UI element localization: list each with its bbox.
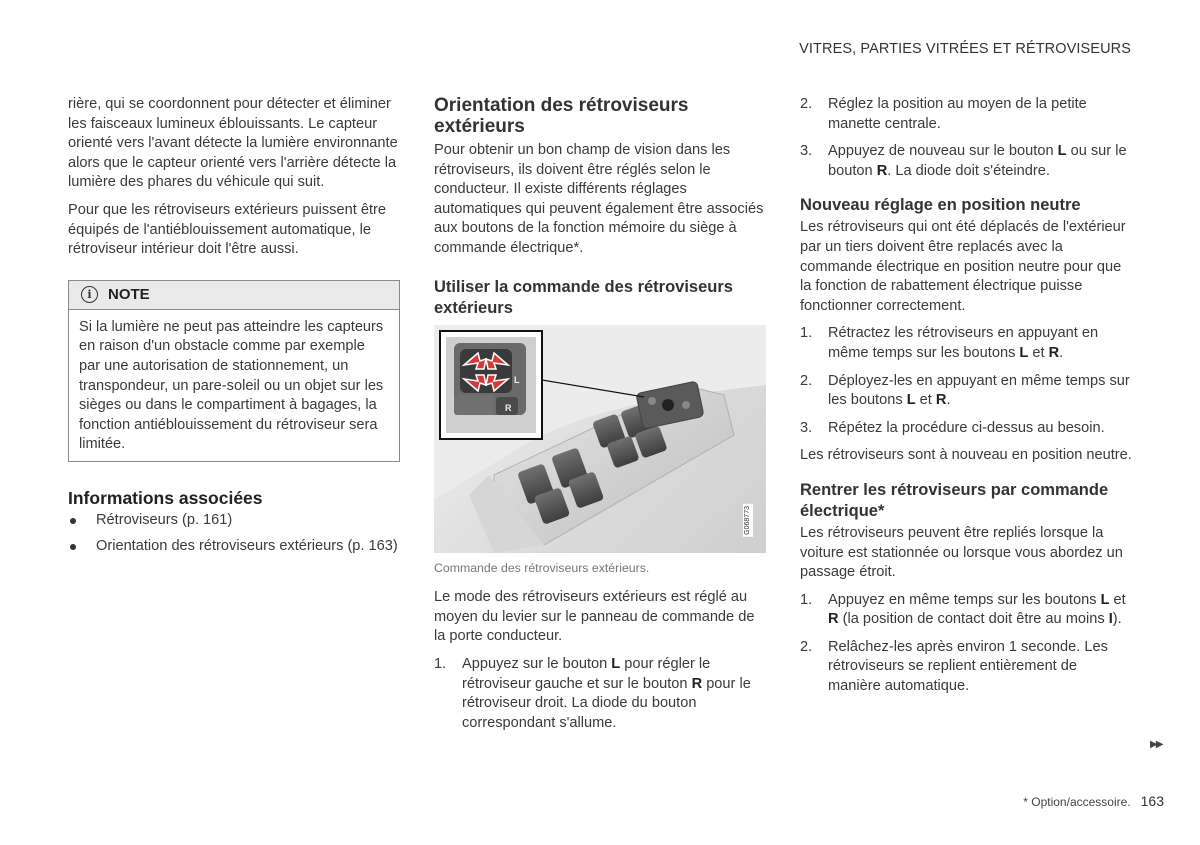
list-item: 3. Appuyez de nouveau sur le bouton L ou sur le bouton R. La diode doit s'éteindre. [800, 143, 1127, 179]
page-number: 163 [1140, 793, 1164, 809]
column-middle [434, 95, 768, 741]
fold-steps-list [800, 591, 1132, 697]
note-header [69, 281, 399, 310]
list-item: 1. Appuyez sur le bouton L pour régler le rétroviseur gauche et sur le bouton R pour le rétroviseur droit. La diode du bouton correspondant s'allume. [434, 655, 751, 731]
figure-button-l: L [514, 374, 520, 385]
related-link-mirrors[interactable]: Rétroviseurs (p. 161) [68, 511, 402, 531]
subsection-title: Nouveau réglage en position neutre [800, 196, 1081, 215]
steps-list-continued [800, 95, 1132, 181]
section-title: Orientation des rétroviseurs extérieurs [434, 95, 689, 137]
related-heading: Informations associées [68, 487, 263, 508]
list-item: 3. Répétez la procédure ci-dessus au besoin. [800, 419, 1105, 436]
figure-caption: Commande des rétroviseurs extérieurs. [434, 560, 650, 575]
running-header: VITRES, PARTIES VITRÉES ET RÉTROVISEURS [799, 41, 1131, 57]
note-title: NOTE [108, 285, 150, 303]
subsection-title: Utiliser la commande des rétroviseurs extérieurs [434, 277, 733, 317]
footnote: * Option/accessoire. [1023, 795, 1131, 809]
paragraph: Pour obtenir un bon champ de vision dans les rétroviseurs, ils doivent être réglés selon le conducteur. Il existe différents réglages automatiques qui peuvent également être associés aux boutons de la fonction mémoire du siège à commande électrique*. [434, 142, 764, 256]
paragraph: Les rétroviseurs peuvent être repliés lorsque la voiture est stationnée ou lorsque vous abordez un passage étroit. [800, 524, 1123, 581]
subsection-title: Rentrer les rétroviseurs par commande électrique* [800, 480, 1109, 520]
page-footer [1023, 792, 1164, 813]
related-list [68, 511, 402, 556]
note-body: Si la lumière ne peut pas atteindre les capteurs en raison d'un obstacle comme par exemple par une autorisation de stationnement, un transpondeur, un pare-soleil ou un objet sur les sièges ou dans le compartiment à bagages, la fonction antiéblouissement du rétroviseur sera limitée. [79, 318, 384, 453]
paragraph: Les rétroviseurs sont à nouveau en position neutre. [800, 447, 1132, 464]
column-left [68, 95, 402, 562]
related-link-mirror-orientation[interactable]: Orientation des rétroviseurs extérieurs (p. 163) [68, 537, 402, 557]
neutral-steps-list [800, 324, 1132, 438]
paragraph: Les rétroviseurs qui ont été déplacés de l'extérieur par un tiers doivent être replacés avec la commande électrique en position neutre pour que la fonction de rabattement électrique puisse fonctionner correctement. [800, 219, 1126, 314]
steps-list [434, 655, 768, 733]
column-right [800, 95, 1132, 705]
list-item: 2. Réglez la position au moyen de la petite manette centrale. [800, 96, 1087, 132]
list-item: 1. Appuyez en même temps sur les boutons L et R (la position de contact doit être au moins I). [800, 591, 1126, 628]
paragraph: rière, qui se coordonnent pour détecter et éliminer les faisceaux lumineux éblouissants. Le capteur orienté vers l'avant détecte la lumière environnante alors que le capteur orienté vers l'arrière détecte la lumière des phares du véhicule qui suit. [68, 96, 398, 191]
paragraph: Pour que les rétroviseurs extérieurs puissent être équipés de l'antiéblouissement automatique, le rétroviseur intérieur doit l'être aussi. [68, 201, 386, 258]
paragraph: Le mode des rétroviseurs extérieurs est réglé au moyen du levier sur le panneau de commande de la porte conducteur. [434, 589, 755, 645]
figure-code: G068773 [744, 505, 751, 535]
continue-arrow-icon: ▶▶ [1150, 739, 1162, 750]
list-item: 1. Rétractez les rétroviseurs en appuyant en même temps sur les boutons L et R. [800, 325, 1099, 361]
door-panel-illustration [434, 325, 766, 553]
note-box [68, 280, 400, 462]
mirror-control-figure [434, 325, 766, 553]
list-item: 2. Déployez-les en appuyant en même temps sur les boutons L et R. [800, 372, 1130, 409]
info-icon: i [81, 286, 98, 303]
list-item: 2. Relâchez-les après environ 1 seconde. Les rétroviseurs se replient entièrement de manière automatique. [800, 638, 1108, 695]
figure-button-r: R [505, 402, 512, 413]
